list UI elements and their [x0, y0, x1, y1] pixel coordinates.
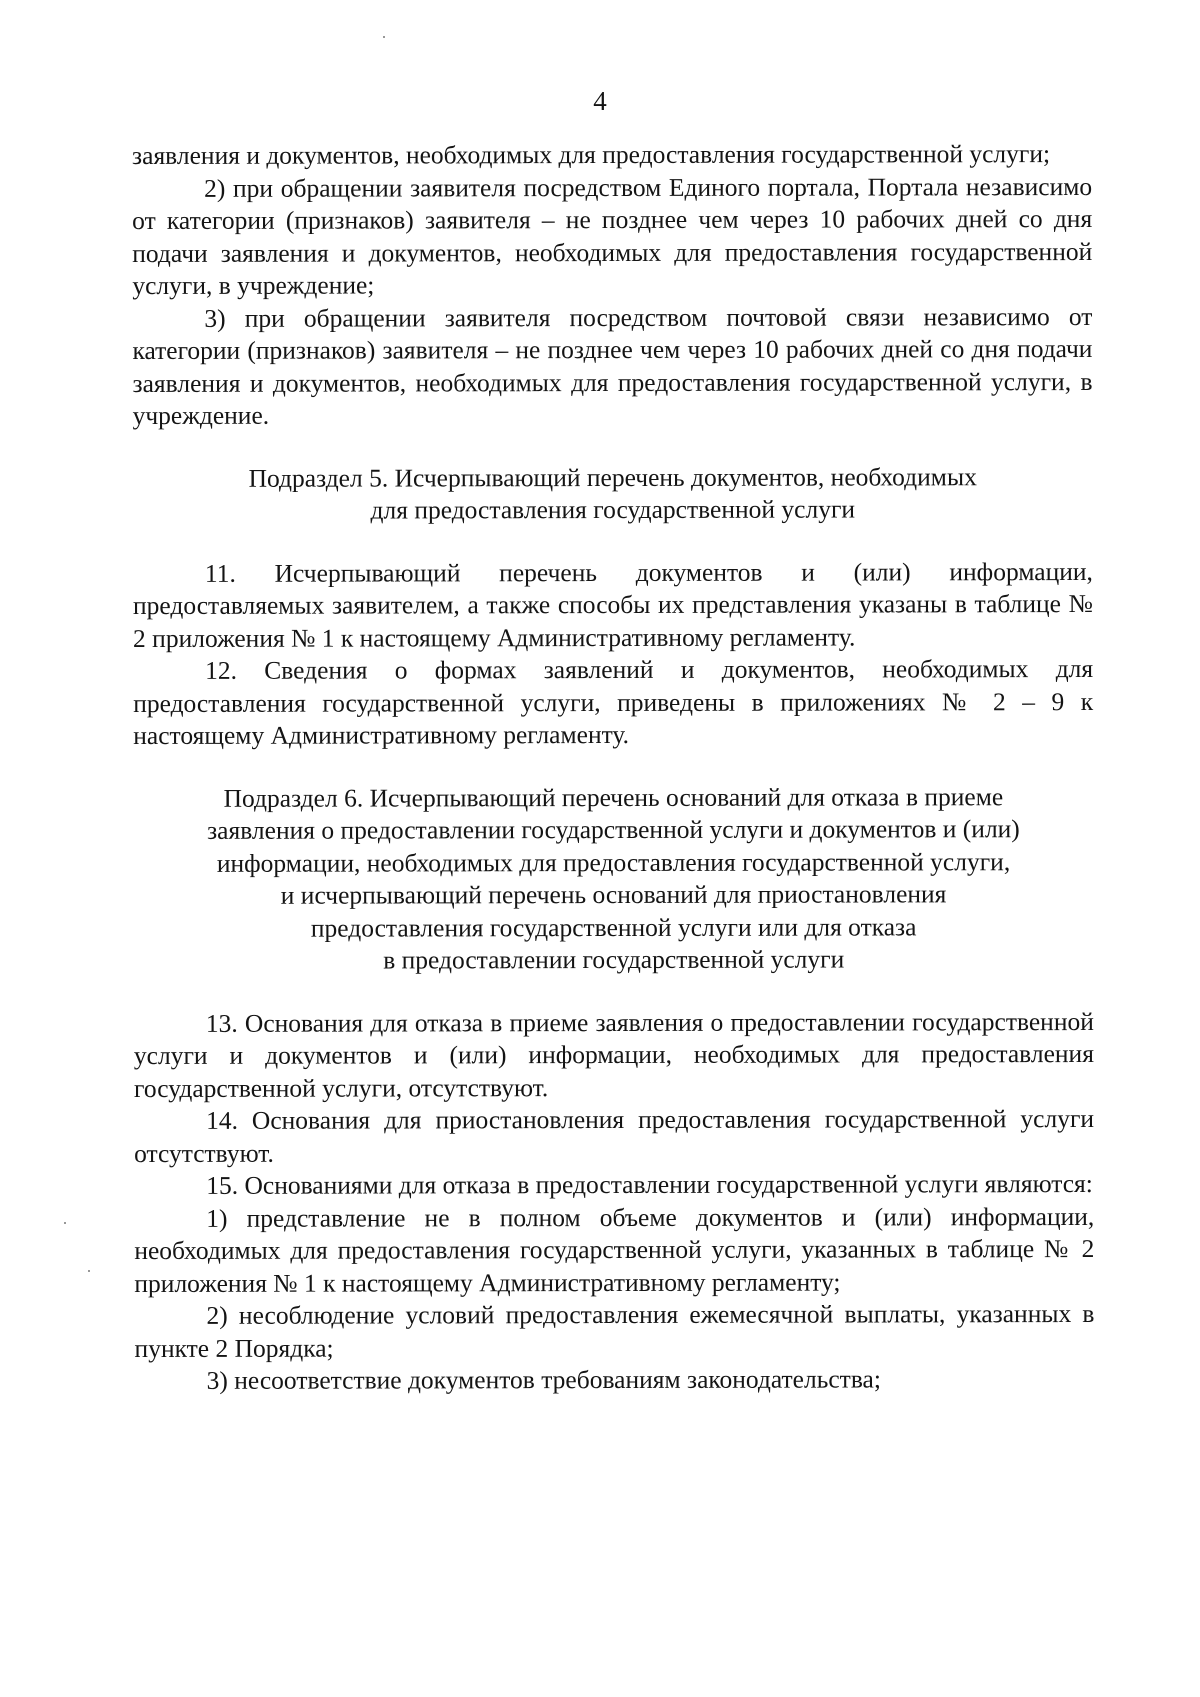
heading-line: Подраздел 6. Исчерпывающий перечень оснований для отказа в приеме: [223, 781, 1004, 813]
heading-line: и исчерпывающий перечень оснований для приостановления: [280, 879, 947, 910]
subsection-6-heading: [133, 780, 1093, 977]
paragraph-15: 15. Основаниями для отказа в предоставлении государственной услуги являются:: [206, 1168, 1093, 1200]
paragraph-item-3: 3) при обращении заявителя посредством почтовой связи независимо от категории (признаков) заявителя – не позднее чем через 10 рабочих дней со дня подачи заявления и документов, необходимых для предоставления государственной услуги, в учреждение.: [132, 301, 1093, 430]
paragraph-15-item-2: 2) несоблюдение условий предоставления ежемесячной выплаты, указанных в пункте 2 Порядка;: [134, 1298, 1095, 1363]
paragraph-11: 11. Исчерпывающий перечень документов и (или) информации, предоставляемых заявителем, а также способы их представления указаны в таблице № 2 приложения № 1 к настоящему Административному регламенту.: [132, 556, 1094, 653]
paragraph-item-2: 2) при обращении заявителя посредством Единого портала, Портала независимо от категории (признаков) заявителя – не позднее чем через 10 рабочих дней со дня подачи заявления и документов, необходимых для предоставления государственной услуги, в учреждение;: [132, 171, 1093, 300]
heading-line: Подраздел 5. Исчерпывающий перечень документов, необходимых: [248, 461, 977, 493]
paragraph-12: 12. Сведения о формах заявлений и документов, необходимых для предоставления государственной услуги, приведены в приложениях № 2 – 9 к настоящему Административному регламенту.: [133, 653, 1094, 750]
paragraph-continuation: заявления и документов, необходимых для предоставления государственной услуги;: [132, 139, 1051, 170]
page-number: 4: [593, 86, 607, 116]
scan-speck: [64, 1222, 66, 1224]
subsection-5-heading: [133, 460, 1093, 527]
heading-line: информации, необходимых для предоставления государственной услуги,: [216, 846, 1011, 878]
heading-line: для предоставления государственной услуги: [370, 494, 856, 525]
paragraph-14: 14. Основания для приостановления предоставления государственной услуги отсутствуют.: [134, 1103, 1095, 1168]
scan-speck: [88, 1270, 90, 1272]
paragraph-15-item-3: 3) несоответствие документов требованиям законодательства;: [206, 1364, 881, 1395]
heading-line: заявления о предоставлении государственной услуги и документов и (или): [207, 814, 1020, 845]
paragraph-15-item-1: 1) представление не в полном объеме документов и (или) информации, необходимых для предоставления государственной услуги, указанных в таблице № 2 приложения № 1 к настоящему Административному регламенту;: [134, 1201, 1095, 1298]
scan-speck: [383, 36, 385, 38]
document-body: [132, 138, 1095, 1398]
heading-line: в предоставлении государственной услуги: [383, 944, 845, 975]
paragraph-13: 13. Основания для отказа в приеме заявления о предоставлении государственной услуги и документов и (или) информации, необходимых для предоставления государственной услуги, отсутствуют.: [133, 1006, 1094, 1103]
heading-line: предоставления государственной услуги или для отказа: [310, 911, 917, 943]
